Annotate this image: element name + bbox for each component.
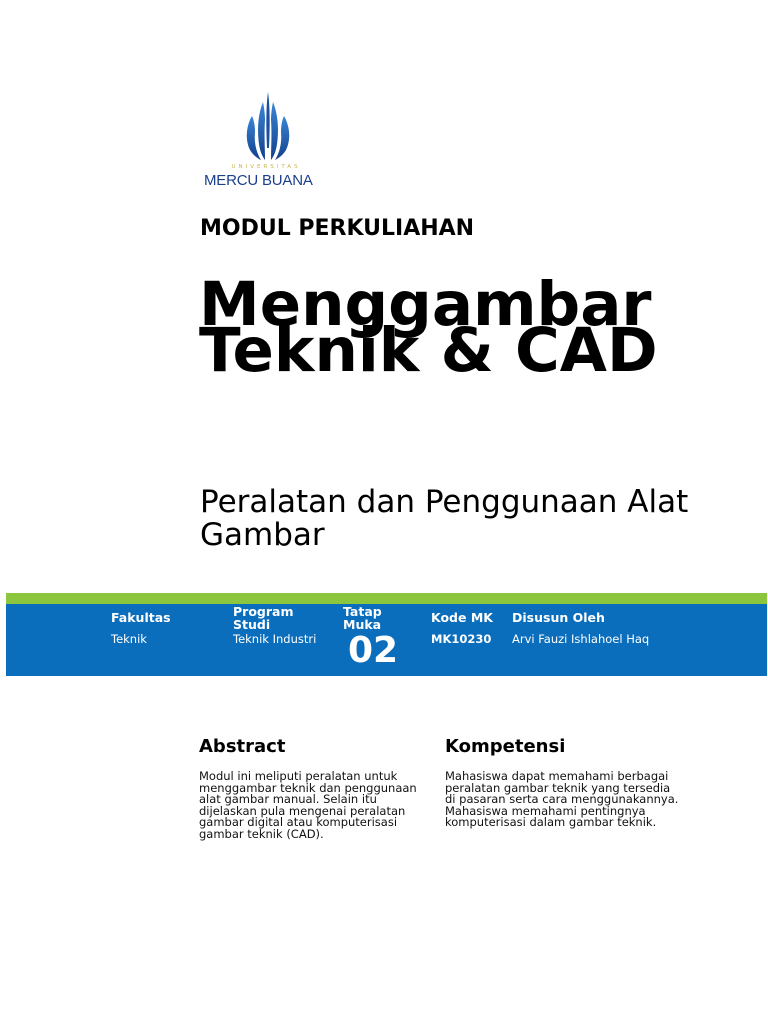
logo-university-name: MERCU BUANA: [204, 172, 313, 189]
kompetensi-heading: Kompetensi: [445, 736, 566, 757]
flame-emblem-icon: [200, 88, 336, 168]
kode-mk-value: MK10230: [431, 632, 492, 646]
abstract-body: Modul ini meliputi peralatan untuk menggambar teknik dan penggunaan alat gambar manual. Selain itu dijelaskan pula mengenai peralatan gambar digital atau komputerisasi gambar teknik (CAD).: [199, 769, 417, 841]
tatap-muka-value: 02: [348, 630, 399, 671]
program-studi-header: Program Studi: [233, 604, 294, 632]
kode-mk-header: Kode MK: [431, 610, 493, 625]
tatap-muka-header: Tatap Muka: [343, 604, 382, 632]
modul-label: MODUL PERKULIAHAN: [200, 216, 475, 241]
program-studi-value: Teknik Industri: [233, 632, 317, 646]
abstract-heading: Abstract: [199, 736, 286, 757]
kompetensi-body: Mahasiswa dapat memahami berbagai peralatan gambar teknik yang tersedia di pasaran serta cara menggunakannya. Mahasiswa memahami pentingnya komputerisasi dalam gambar teknik.: [445, 769, 679, 829]
banner-green-strip: [6, 593, 767, 604]
page-subtitle: Peralatan dan Penggunaan Alat Gambar: [200, 484, 689, 553]
disusun-oleh-value: Arvi Fauzi Ishlahoel Haq: [512, 632, 650, 646]
fakultas-value: Teknik: [111, 632, 147, 646]
logo-universitas-text: UNIVERSITAS: [231, 164, 301, 170]
page-title: Menggambar Teknik & CAD: [199, 269, 658, 386]
fakultas-header: Fakultas: [111, 610, 171, 625]
university-logo: [200, 88, 336, 196]
disusun-oleh-header: Disusun Oleh: [512, 610, 605, 625]
